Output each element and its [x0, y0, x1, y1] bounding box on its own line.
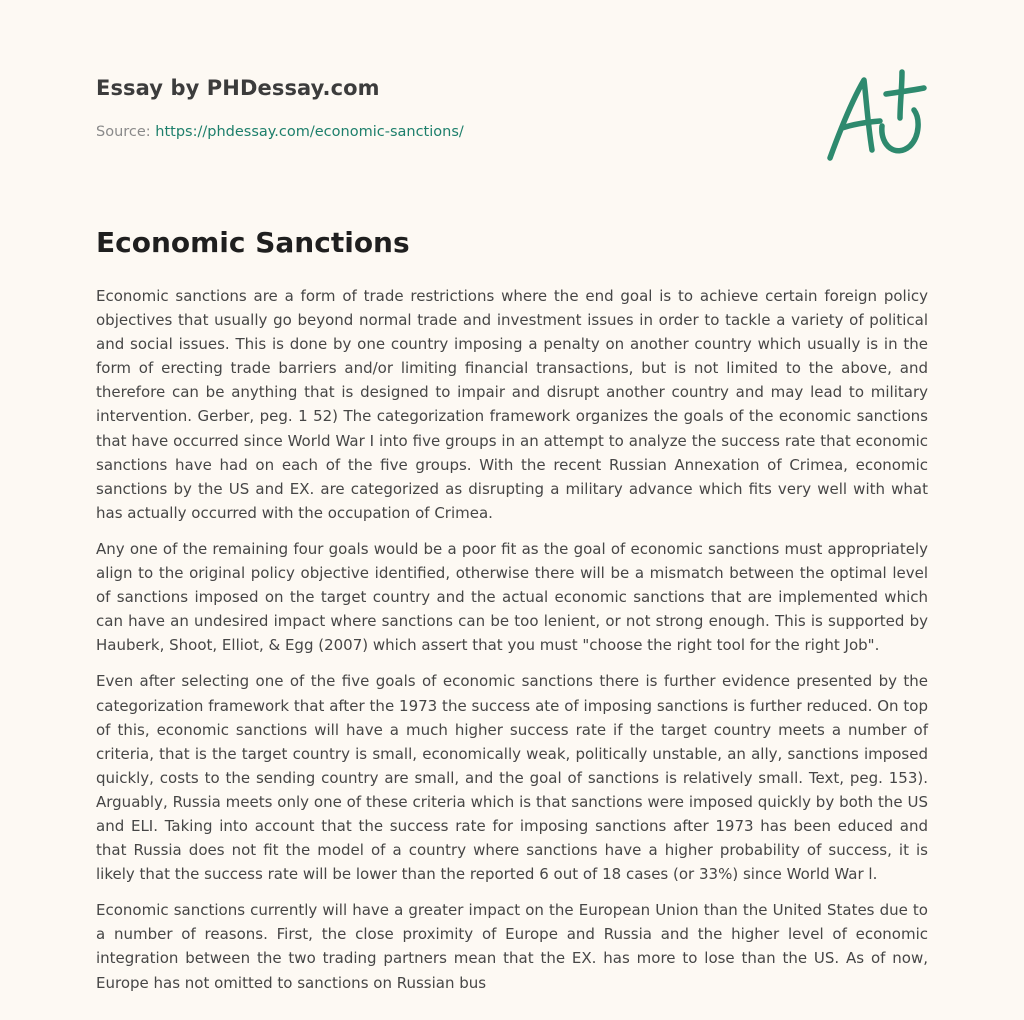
essay-paragraph: Any one of the remaining four goals would be a poor fit as the goal of economic sanctions must appropriately align to the original policy objective identified, otherwise there will be a mismatch between the optimal level of sanctions imposed on the target country and the actual economic sanctions that are implemented which can have an undesired impact where sanctions can be too lenient, or not strong enough. This is supported by Hauberk, Shoot, Elliot, & Egg (2007) which assert that you must "choose the right tool for the right Job". — [96, 539, 928, 655]
source-link[interactable]: https://phdessay.com/economic-sanctions/ — [155, 124, 464, 140]
essay-title: Economic Sanctions — [96, 226, 410, 259]
a-plus-logo-icon — [820, 66, 930, 166]
essay-paragraph: Even after selecting one of the five goals of economic sanctions there is further evidence presented by the categorization framework that after the 1973 the success ate of imposing sanctions is further reduced. On top of this, economic sanctions will have a much higher success rate if the target country meets a number of criteria, that is the target country is small, economically weak, politically unstable, an ally, sanctions imposed quickly, costs to the sending country are small, and the goal of sanctions is relatively small. Text, peg. 153). Arguably, Russia meets only one of these criteria which is that sanctions were imposed quickly by both the US and ELI. Taking into account that the success rate for imposing sanctions after 1973 has been educed and that Russia does not fit the model of a country where sanctions have a higher probability of success, it is likely that the success rate will be lower than the reported 6 out of 18 cases (or 33%) since World War l. — [96, 672, 928, 884]
essay-body — [96, 284, 928, 1007]
source-label: Source: — [96, 124, 156, 140]
essay-paragraph: Economic sanctions are a form of trade restrictions where the end goal is to achieve certain foreign policy objectives that usually go beyond normal trade and investment issues in order to tackle a variety of political and social issues. This is done by one country imposing a penalty on another country which usually is in the form of erecting trade barriers and/or limiting financial transactions, but is not limited to the above, and therefore can be anything that is designed to impair and disrupt another country and may lead to military intervention. Gerber, peg. 1 52) The categorization framework organizes the goals of the economic sanctions that have occurred since World War I into five groups in an attempt to analyze the success rate that economic sanctions have had on each of the five groups. With the recent Russian Annexation of Crimea, economic sanctions by the US and EX. are categorized as disrupting a military advance which fits very well with what has actually occurred with the occupation of Crimea. — [96, 287, 928, 522]
source-line — [96, 124, 464, 140]
essay-paragraph: Economic sanctions currently will have a greater impact on the European Union than the United States due to a number of reasons. First, the close proximity of Europe and Russia and the higher level of economic integration between the two trading partners mean that the EX. has more to lose than the US. As of now, Europe has not omitted to sanctions on Russian bus — [96, 901, 928, 992]
site-title: Essay by PHDessay.com — [96, 76, 380, 100]
